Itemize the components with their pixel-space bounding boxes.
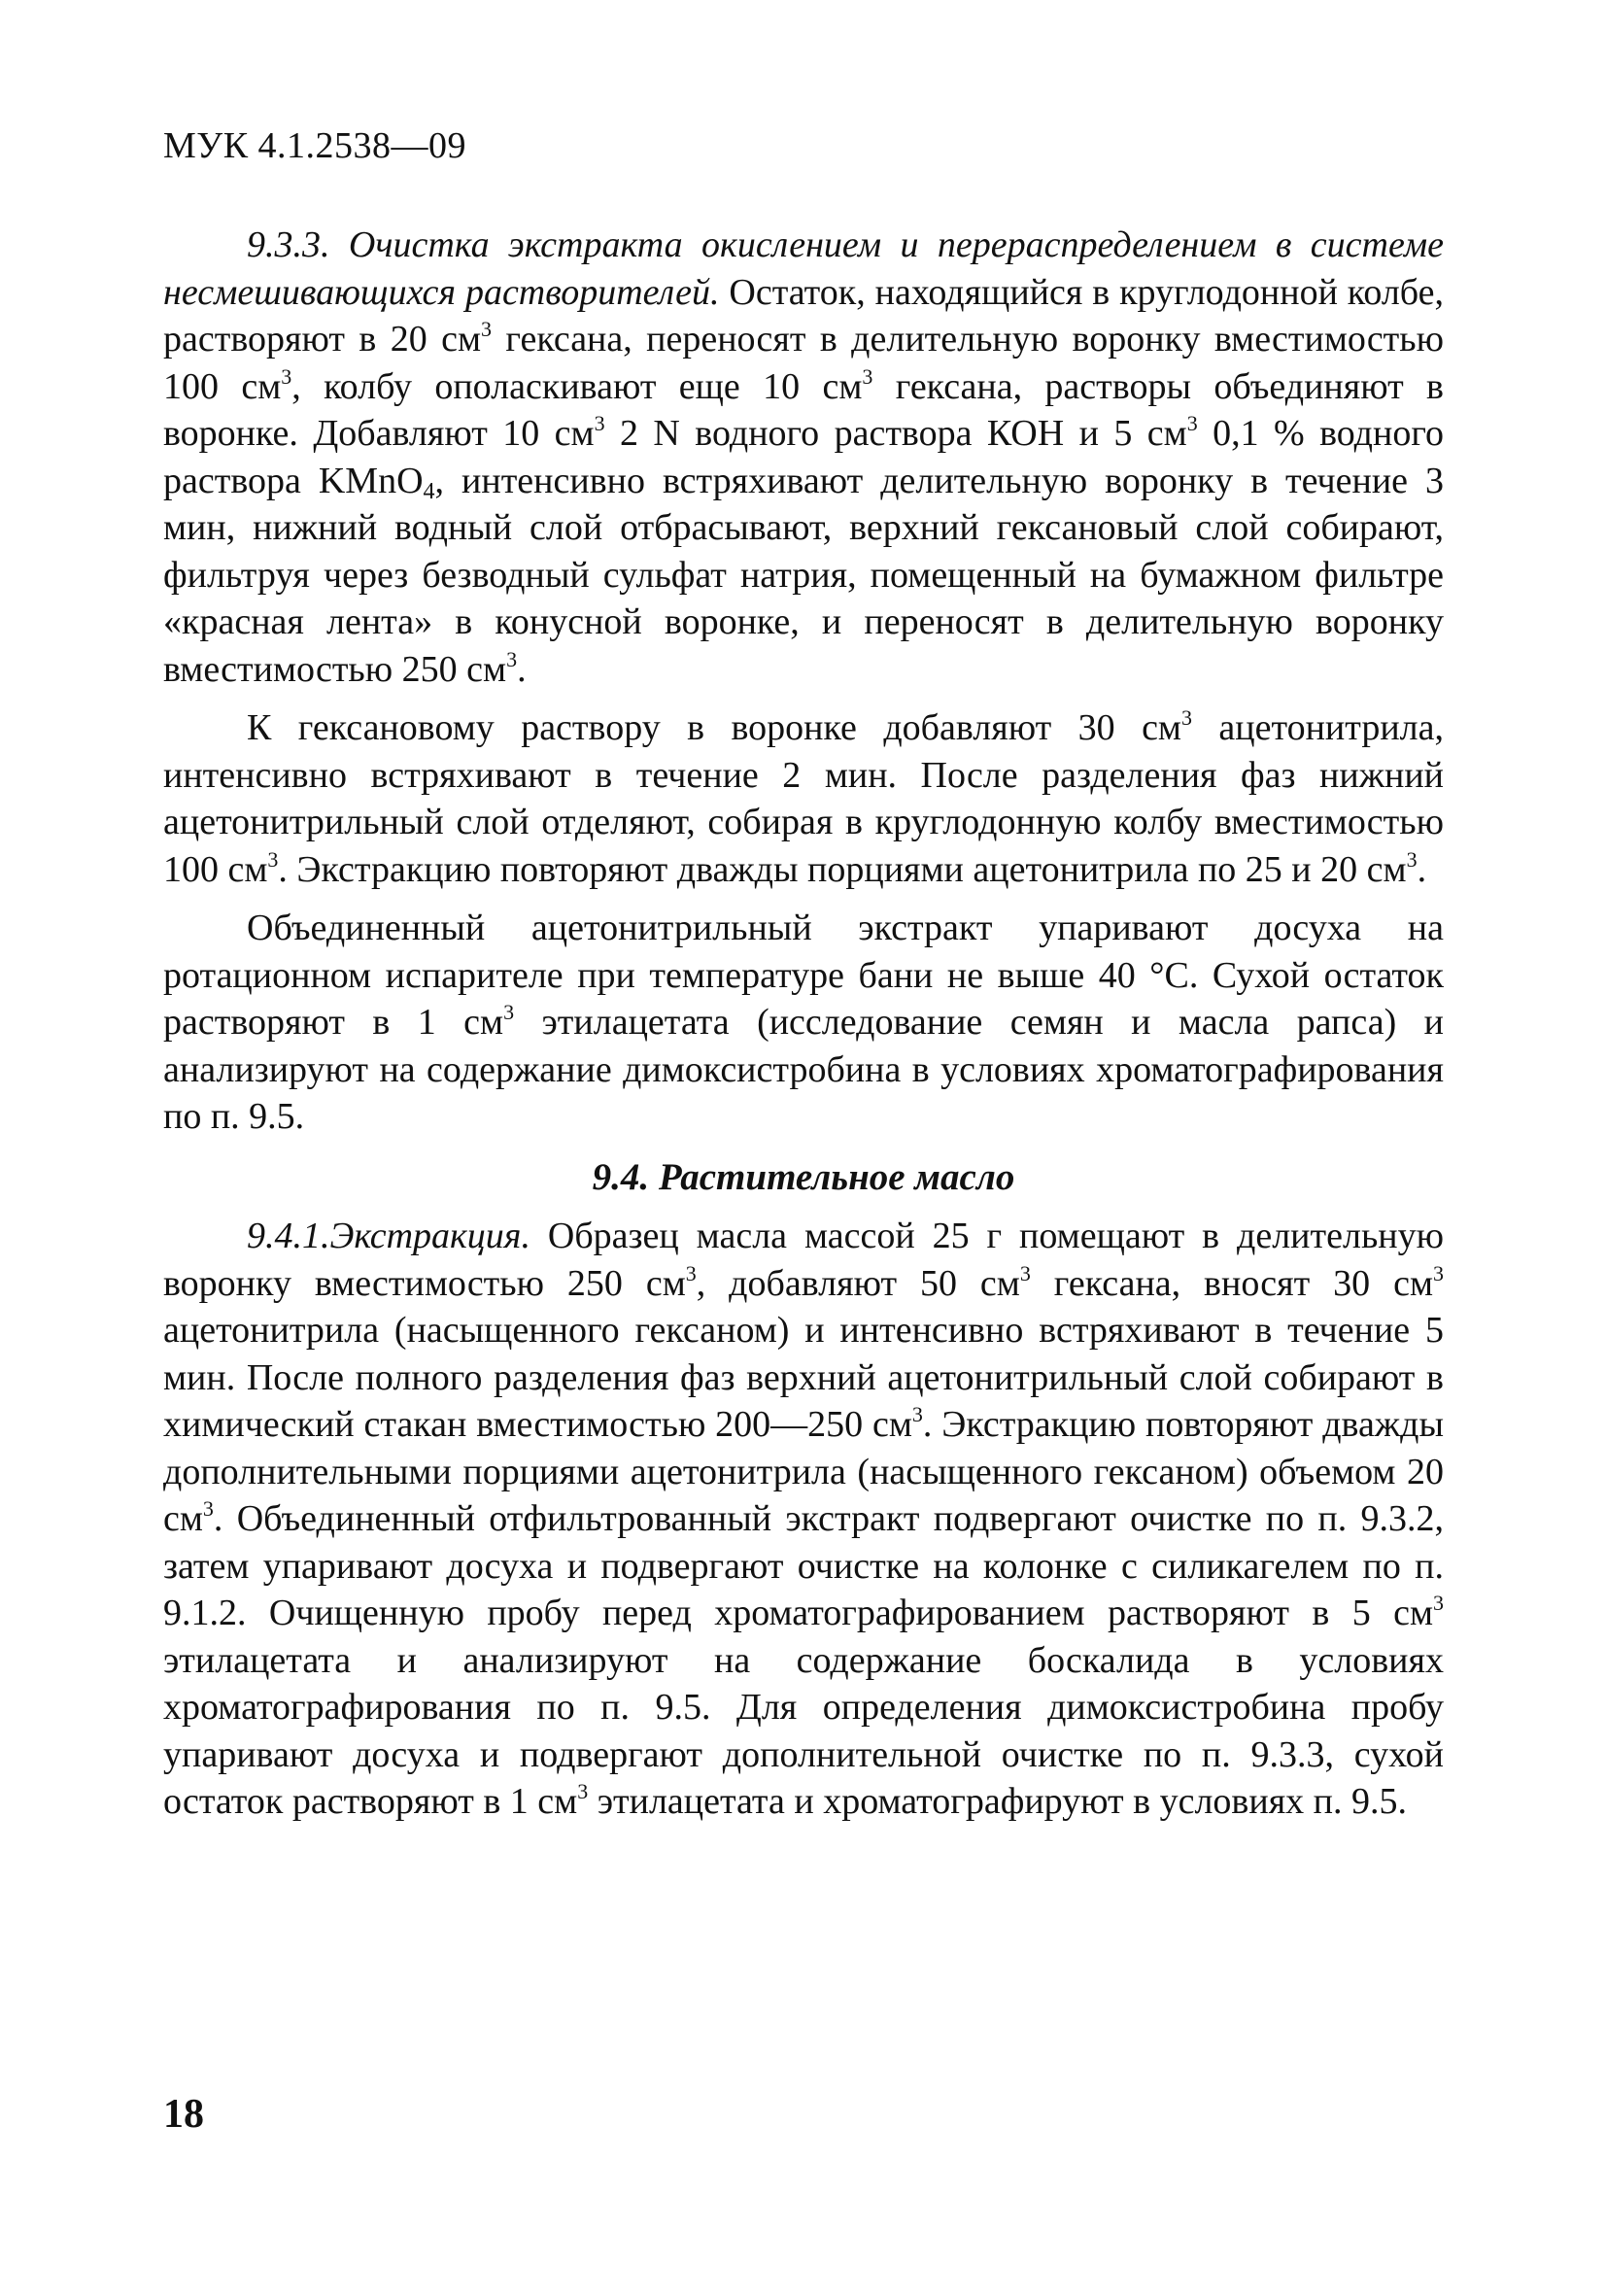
paragraph-hexane-solution: К гексановому раствору в воронке добавляют 30 $см^3$ ацетонитрила, интенсивно встряхивают в течение 2 мин. После разделения фаз нижний ацетонитрильный слой отделяют, собирая в круглодонную колбу вместимостью 100 $см^3$. Экстракцию повторяют дважды порциями ацетонитрила по 25 и 20 $см^3$. [163,705,1444,890]
paragraph-9-4-1: 9.4.1.Экстракция. Образец масла массой 25 г помещают в делительную воронку вместимостью 250 $см^3$, добавляют 50 $см^3$ гексана, вносят 30 $см^3$ ацетонитрила (насыщенного гексаном) и интенсивно встряхивают в течение 5 мин. После полного разделения фаз верхний ацетонитрильный слой собирают в химический стакан вместимостью 200—250 $см^3$. Экстракцию повторяют дважды дополнительными порциями ацетонитрила (насыщенного гексаном) объемом 20 $см^3$. Объединенный отфильтрованный экстракт подвергают очистке по п. 9.3.2, затем упаривают досуха и подвергают очистке на колонке с силикагелем по п. 9.1.2. Очищенную пробу перед хроматографированием растворяют в 5 $см^3$ этилацетата и анализируют на содержание боскалида в условиях хроматографирования по п. 9.5. Для определения димоксистробина пробу упаривают досуха и подвергают дополнительной очистке по п. 9.3.3, сухой остаток растворяют в 1 $см^3$ этилацетата и хроматографируют в условиях п. 9.5. [163,1216,1444,1822]
section-title-9-4: 9.4. Растительное масло [592,1155,1015,1198]
paragraph-combined-extract: Объединенный ацетонитрильный экстракт упаривают досуха на ротационном испарителе при температуре бани не выше 40 °С. Сухой остаток растворяют в 1 $см^3$ этилацетата (исследование семян и масла рапса) и анализируют на содержание димоксистробина в условиях хроматографирования по п. 9.5. [163,908,1444,1137]
page-body [163,222,1444,1826]
document-code-header: МУК 4.1.2538—09 [163,125,467,166]
paragraph-9-3-3: 9.3.3. Очистка экстракта окислением и перераспределением в системе несмешивающихся растворителей. Остаток, находящийся в круглодонной колбе, растворяют в 20 $см^3$ гексана, переносят в делительную воронку вместимостью 100 $см^3$, колбу ополаскивают еще 10 $см^3$ гексана, растворы объединяют в воронке. Добавляют 10 $см^3$ 2 N водного раствора КОН и 5 $см^3$ 0,1 % водного раствора KMnO$_4$, интенсивно встряхивают делительную воронку в течение 3 мин, нижний водный слой отбрасывают, верхний гексановый слой собирают, фильтруя через безводный сульфат натрия, помещенный на бумажном фильтре «красная лента» в конусной воронке, и переносят в делительную воронку вместимостью 250 $см^3$. [163,224,1445,690]
page-number: 18 [163,2092,204,2137]
subsection-title-9-4-1: 9.4.1.Экстракция. [247,1216,530,1256]
subsection-title-9-3-3: 9.3.3. Очистка экстракта окислением и перераспределением в системе несмешивающихся растворителей. [163,224,1444,313]
